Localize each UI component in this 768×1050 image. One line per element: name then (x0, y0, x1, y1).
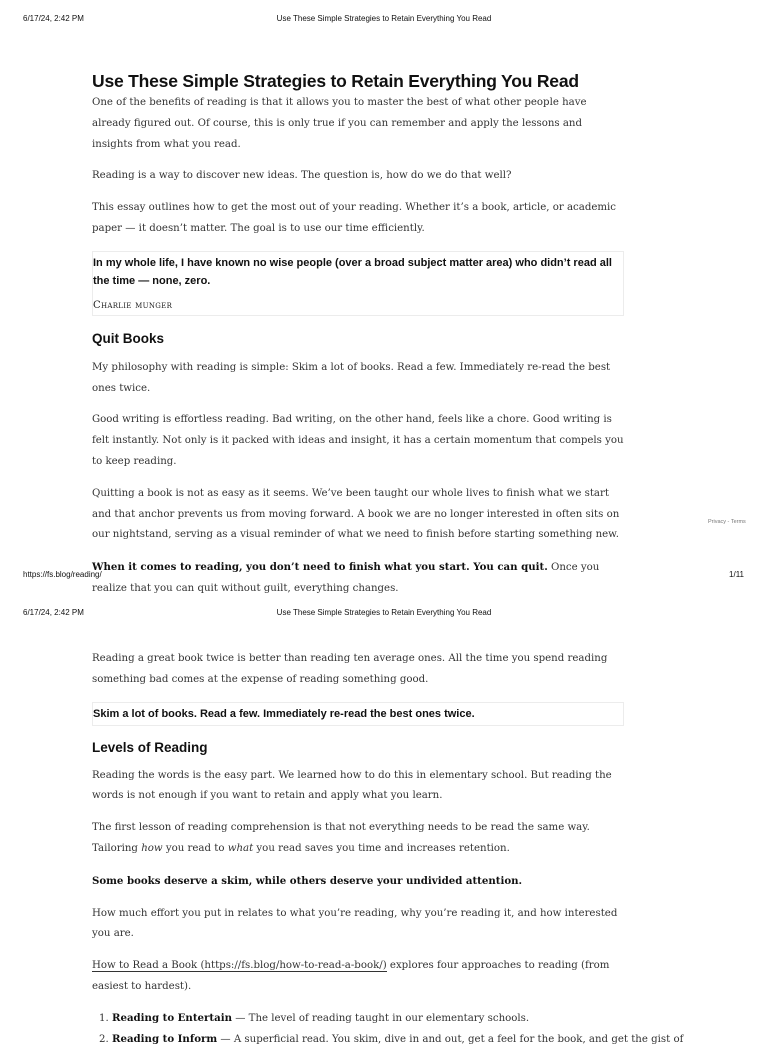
print-datetime: 6/17/24, 2:42 PM (23, 608, 84, 617)
quote-author: Charlie munger (93, 299, 173, 311)
recaptcha-privacy-terms[interactable]: Privacy - Terms (708, 519, 746, 525)
emphasis-how: how (141, 842, 163, 854)
quit-paragraph-3: Quitting a book is not as easy as it seems. We’ve been taught our whole lives to finish what we start and that anchor prevents us from moving forward. A book we are no longer interested in often sits on our nightstand, serving as a visual reminder of what we need to finish before starting something new. (92, 487, 620, 541)
text-run: The first lesson of reading comprehension is that not everything needs to be read the same way. Tailoring (92, 822, 590, 854)
print-footer (0, 570, 768, 586)
print-header-2 (0, 608, 768, 624)
levels-paragraph-2 (92, 818, 624, 860)
print-page-number: 1/11 (729, 570, 744, 579)
reread-paragraph: Reading a great book twice is better than reading ten average ones. All the time you spend reading something bad comes at the expense of reading something good. (92, 653, 608, 685)
print-url: https://fs.blog/reading/ (23, 570, 102, 579)
section-heading-quit-books: Quit Books (92, 330, 165, 346)
level-name: Reading to Inform (112, 1032, 218, 1045)
level-description: — The level of reading taught in our elementary schools. (231, 1012, 530, 1024)
print-datetime: 6/17/24, 2:42 PM (23, 14, 84, 23)
intro-paragraph-1: One of the benefits of reading is that it allows you to master the best of what other people have already figured out. Of course, this is only true if you can remember and apply the lessons and insights from what you read. (92, 97, 587, 150)
reading-levels-list (92, 1008, 684, 1050)
article-page-1 (92, 70, 624, 600)
bold-statement: Some books deserve a skim, while others deserve your undivided attention. (92, 874, 523, 887)
article-page-2 (92, 649, 684, 1050)
levels-paragraph-3 (92, 871, 624, 893)
section-heading-levels: Levels of Reading (92, 739, 208, 755)
text-run: you read to (162, 842, 228, 854)
levels-paragraph-1: Reading the words is the easy part. We learned how to do this in elementary school. But reading the words is not enough if you want to retain and apply what you learn. (92, 769, 612, 802)
print-header (0, 14, 768, 30)
print-title: Use These Simple Strategies to Retain Everything You Read (276, 14, 492, 23)
quit-paragraph-4-rest: Once you realize that you can quit without guilt, everything changes. (92, 562, 600, 594)
callout-quote (92, 702, 624, 726)
quote-text: In my whole life, I have known no wise people (over a broad subject matter area) who didn’t read all the time — none, zero. (93, 256, 612, 287)
levels-paragraph-4: How much effort you put in relates to what you’re reading, why you’re reading it, and how interested you are. (92, 907, 618, 940)
quit-paragraph-2: Good writing is effortless reading. Bad writing, on the other hand, feels like a chore. Good writing is felt instantly. Not only is it packed with ideas and insight, it has a certain momentum that compels you to keep reading. (92, 414, 624, 467)
text-run: explores four approaches to reading (from easiest to hardest). (92, 960, 610, 992)
how-to-read-a-book-link[interactable]: How to Read a Book (https://fs.blog/how-to-read-a-book/) (92, 960, 387, 972)
levels-paragraph-5 (92, 956, 624, 998)
list-item (112, 1029, 684, 1050)
quit-paragraph-1: My philosophy with reading is simple: Skim a lot of books. Read a few. Immediately re-read the best ones twice. (92, 361, 611, 394)
intro-paragraph-3: This essay outlines how to get the most out of your reading. Whether it’s a book, article, or academic paper — it doesn’t matter. The goal is to use our time efficiently. (92, 202, 617, 234)
article-title: Use These Simple Strategies to Retain Everything You Read (92, 71, 579, 91)
emphasis-what: what (227, 842, 254, 854)
list-item (112, 1008, 624, 1029)
level-name: Reading to Entertain (112, 1011, 232, 1024)
blockquote (92, 251, 624, 316)
print-title: Use These Simple Strategies to Retain Everything You Read (276, 608, 492, 617)
intro-paragraph-2: Reading is a way to discover new ideas. The question is, how do we do that well? (92, 170, 512, 182)
text-run: you read saves you time and increases retention. (253, 842, 510, 854)
level-description: — A superficial read. You skim, dive in and out, get a feel for the book, and get the gist of (217, 1033, 684, 1045)
quit-paragraph-4-bold: When it comes to reading, you don’t need to finish what you start. You can quit. (92, 561, 548, 574)
callout-text: Skim a lot of books. Read a few. Immediately re-read the best ones twice. (93, 707, 475, 720)
